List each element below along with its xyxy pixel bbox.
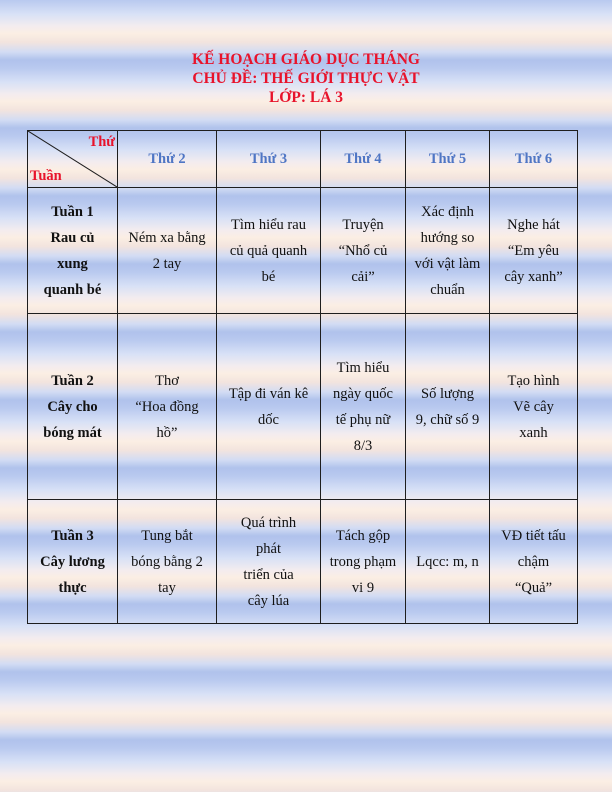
activity-text-line: cây lúa [247, 592, 290, 609]
header-row [28, 131, 578, 188]
activity-text-line: với vật làm [414, 255, 481, 272]
corner-day-label: Thứ [88, 134, 115, 150]
title-line-2: CHỦ ĐỀ: THẾ GIỚI THỰC VẬT [192, 70, 420, 87]
title-line-3: LỚP: LÁ 3 [268, 89, 344, 106]
activity-text-line: hướng so [420, 229, 475, 246]
week-label-line: Tuần 2 [51, 372, 94, 389]
activity-text-line: phát [256, 540, 281, 557]
activity-cell [490, 188, 578, 314]
activity-text-line: “Hoa đồng [135, 398, 199, 415]
activity-text-line: “Nhổ củ [338, 242, 388, 259]
activity-text-line: xanh [519, 424, 548, 441]
lesson-plan-table [27, 130, 578, 624]
activity-cell [490, 314, 578, 500]
activity-cell [217, 314, 321, 500]
day-header-fri: Thứ 6 [490, 131, 578, 188]
activity-cell [321, 188, 406, 314]
activity-text-line: “Quả” [514, 579, 553, 596]
activity-text-line: 8/3 [353, 437, 373, 454]
activity-cell [118, 314, 217, 500]
day-header-thu: Thứ 5 [406, 131, 490, 188]
corner-header-cell [28, 131, 118, 188]
activity-text-line: ngày quốc [333, 385, 393, 402]
week-label-line: Rau củ [50, 229, 95, 246]
activity-text-line: Xác định [421, 203, 474, 220]
activity-text-line: dốc [258, 411, 279, 428]
document-title-block [0, 50, 612, 107]
activity-cell [406, 500, 490, 624]
activity-cell [406, 314, 490, 500]
activity-cell [406, 188, 490, 314]
activity-text-line: Thơ [155, 372, 179, 389]
activity-text-line: Tách gộp [335, 527, 391, 544]
activity-text-line: Quá trình [240, 514, 297, 531]
table-row [28, 500, 578, 624]
activity-text-line: Tìm hiểu rau [231, 216, 306, 233]
activity-text-line: 2 tay [152, 255, 182, 272]
activity-text-line: bé [261, 268, 276, 285]
activity-text-line: VĐ tiết tấu [501, 527, 566, 544]
corner-week-label: Tuần [30, 168, 62, 184]
table-row [28, 188, 578, 314]
activity-text-line: Truyện [342, 216, 384, 233]
activity-text-line: Tạo hình [507, 372, 560, 389]
week-label-line: Cây lương [40, 553, 105, 570]
activity-cell [321, 500, 406, 624]
title-line-1: KẾ HOẠCH GIÁO DỤC THÁNG [192, 51, 420, 68]
week-label-cell [28, 500, 118, 624]
activity-text-line: Số lượng [421, 385, 474, 402]
activity-text-line: Tung bắt [141, 527, 193, 544]
activity-cell [118, 500, 217, 624]
week-label-line: quanh bé [43, 281, 102, 298]
week-label-cell [28, 188, 118, 314]
table-row [28, 314, 578, 500]
activity-text-line: cây xanh” [504, 268, 563, 285]
activity-cell [217, 188, 321, 314]
day-header-mon: Thứ 2 [118, 131, 217, 188]
activity-text-line: “Em yêu [507, 242, 560, 259]
activity-text-line: Tìm hiểu [336, 359, 390, 376]
activity-text-line: tế phụ nữ [335, 411, 391, 428]
week-label-cell [28, 314, 118, 500]
activity-text-line: hồ” [156, 424, 178, 441]
activity-text-line: Tập đi ván kê [228, 385, 309, 402]
activity-text-line: tay [158, 579, 176, 596]
activity-text-line: chuẩn [430, 281, 465, 298]
activity-text-line: triển của [243, 566, 294, 583]
activity-text-line: bóng bằng 2 [131, 553, 203, 570]
week-label-line: Tuần 1 [51, 203, 94, 220]
activity-text-line: trong phạm [329, 553, 397, 570]
day-header-wed: Thứ 4 [321, 131, 406, 188]
activity-text-line: chậm [517, 553, 550, 570]
day-header-tue: Thứ 3 [217, 131, 321, 188]
week-label-line: Tuần 3 [51, 527, 94, 544]
activity-text-line: vi 9 [351, 579, 375, 596]
activity-text-line: 9, chữ số 9 [415, 411, 480, 428]
activity-cell [321, 314, 406, 500]
activity-text-line: Lqcc: m, n [416, 553, 479, 570]
week-label-line: bóng mát [43, 424, 102, 441]
week-label-line: Cây cho [47, 398, 98, 415]
activity-cell [118, 188, 217, 314]
activity-text-line: cải” [351, 268, 375, 285]
activity-text-line: Ném xa bằng [128, 229, 206, 246]
week-label-line: xung [57, 255, 88, 272]
week-label-line: thực [58, 579, 87, 596]
activity-cell [217, 500, 321, 624]
activity-cell [490, 500, 578, 624]
activity-text-line: củ quả quanh [229, 242, 308, 259]
activity-text-line: Nghe hát [507, 216, 560, 233]
activity-text-line: Vẽ cây [513, 398, 554, 415]
